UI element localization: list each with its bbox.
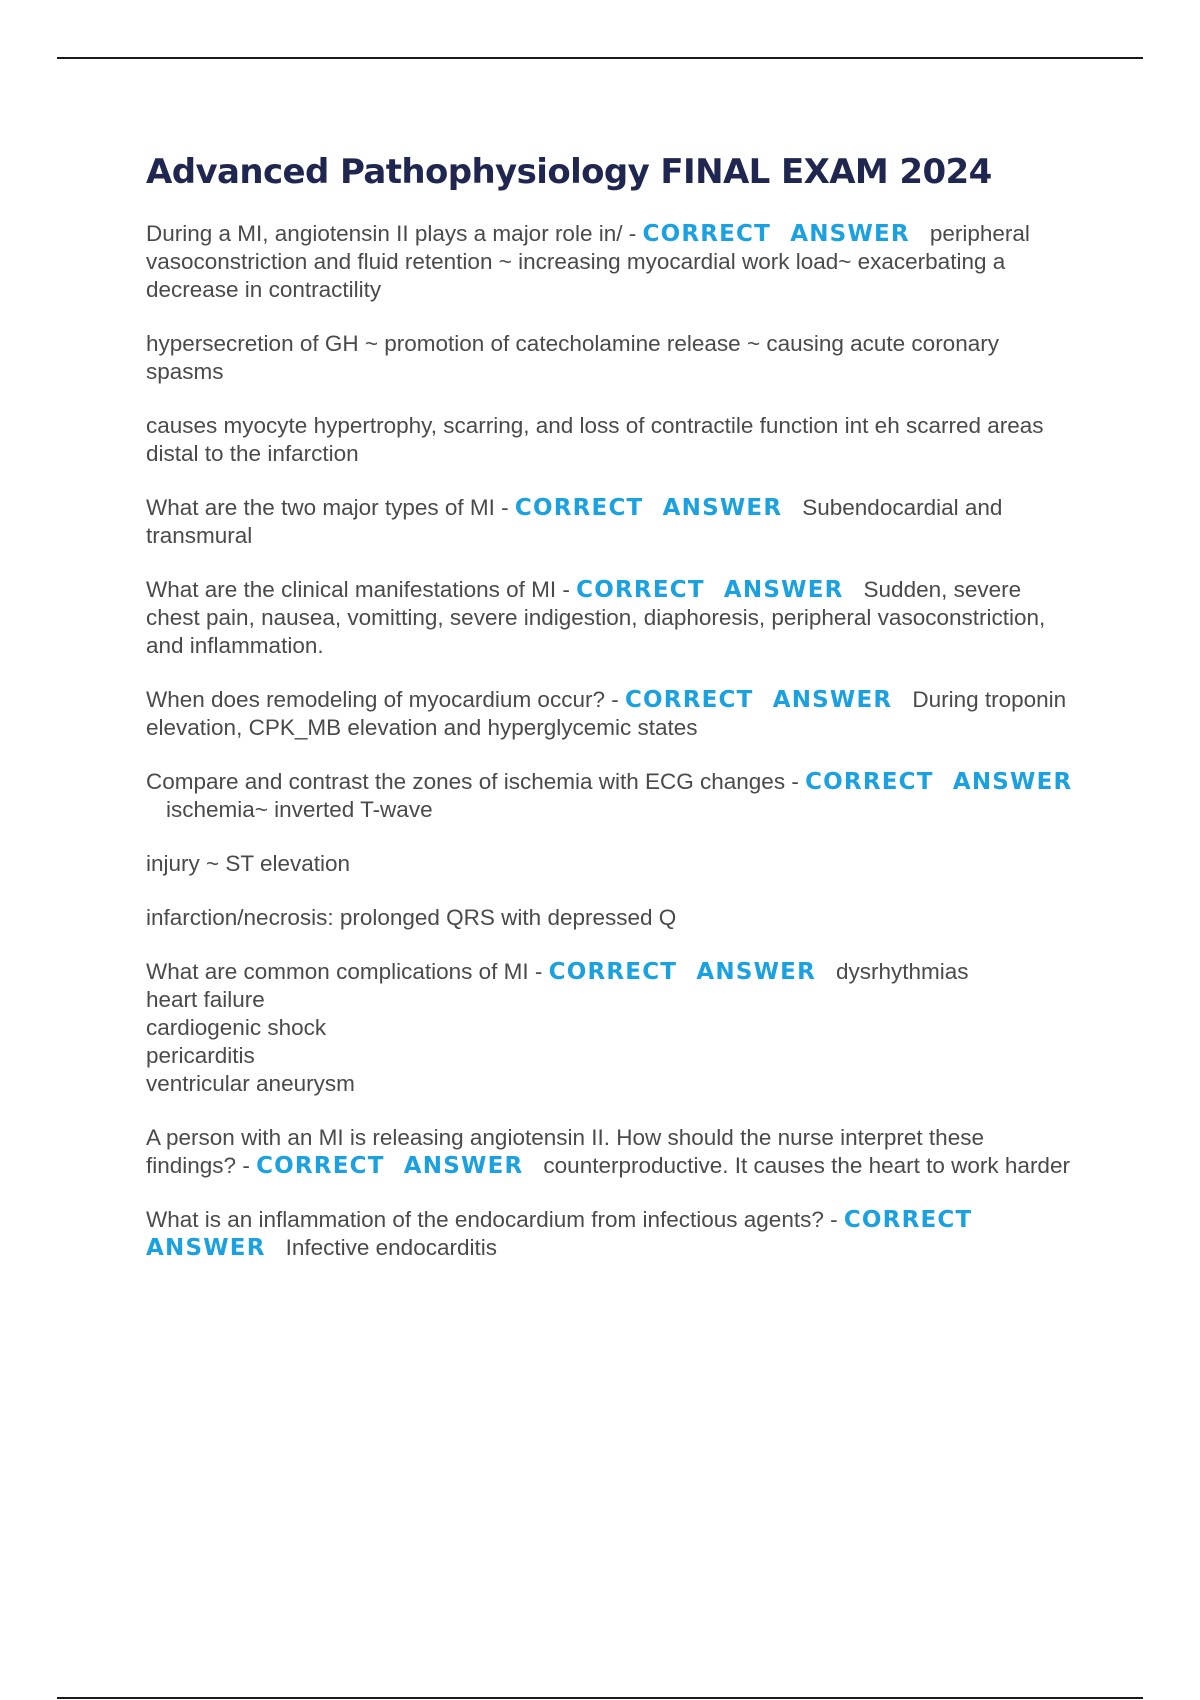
qa-entry: [146, 220, 1076, 304]
question-text: Compare and contrast the zones of ischemia with ECG changes -: [146, 769, 806, 794]
note-paragraph: hypersecretion of GH ~ promotion of catecholamine release ~ causing acute coronary spasms: [146, 331, 999, 384]
question-text: When does remodeling of myocardium occur? -: [146, 687, 625, 712]
answer-text: counterproductive. It causes the heart to work harder: [543, 1153, 1070, 1178]
question-text: What are common complications of MI -: [146, 959, 549, 984]
document-title: Advanced Pathophysiology FINAL EXAM 2024: [146, 152, 992, 192]
correct-answer-label: CORRECT ANSWER: [548, 959, 816, 985]
correct-answer-label: CORRECT ANSWER: [624, 687, 893, 713]
answer-text: dysrhythmias heart failure cardiogenic shock pericarditis ventricular aneurysm: [146, 959, 969, 1096]
answer-text: During troponin elevation, CPK_MB elevation and hyperglycemic states: [146, 687, 1067, 740]
answer-text: Subendocardial and transmural: [146, 495, 1003, 548]
question-text: What are the two major types of MI -: [146, 495, 515, 520]
note-paragraph: infarction/necrosis: prolonged QRS with depressed Q: [146, 905, 677, 930]
correct-answer-label: CORRECT ANSWER: [146, 1207, 973, 1261]
question-text: What is an inflammation of the endocardium from infectious agents? -: [146, 1207, 844, 1232]
question-text: What are the clinical manifestations of MI -: [146, 577, 577, 602]
bottom-divider: [57, 1697, 1143, 1699]
correct-answer-label: CORRECT ANSWER: [256, 1153, 524, 1179]
answer-text: ischemia~ inverted T-wave: [166, 797, 433, 822]
qa-entry: [146, 686, 1076, 742]
qa-entry: [146, 958, 1076, 1098]
qa-entry: [146, 1206, 1076, 1262]
note-paragraph: causes myocyte hypertrophy, scarring, and loss of contractile function int eh scarred areas distal to the infarction: [146, 413, 1044, 466]
qa-entry: [146, 576, 1076, 660]
answer-text: Sudden, severe chest pain, nausea, vomitting, severe indigestion, diaphoresis, peripheral vasoconstriction, and inflammation.: [146, 577, 1046, 658]
document-body: [146, 146, 1076, 1288]
question-text: A person with an MI is releasing angiotensin II. How should the nurse interpret these findings? -: [146, 1125, 984, 1178]
answer-text: Infective endocarditis: [285, 1235, 497, 1260]
top-divider: [57, 57, 1143, 59]
correct-answer-label: CORRECT ANSWER: [514, 495, 783, 521]
answer-text: peripheral vasoconstriction and fluid retention ~ increasing myocardial work load~ exacerbating a decrease in contractility: [146, 221, 1030, 302]
correct-answer-label: CORRECT ANSWER: [805, 769, 1073, 795]
qa-entry: [146, 494, 1076, 550]
correct-answer-label: CORRECT ANSWER: [576, 577, 844, 603]
question-text: During a MI, angiotensin II plays a major role in/ -: [146, 221, 643, 246]
qa-entry: [146, 768, 1076, 824]
qa-entry: [146, 1124, 1076, 1180]
correct-answer-label: CORRECT ANSWER: [642, 221, 910, 247]
note-paragraph: injury ~ ST elevation: [146, 851, 351, 876]
